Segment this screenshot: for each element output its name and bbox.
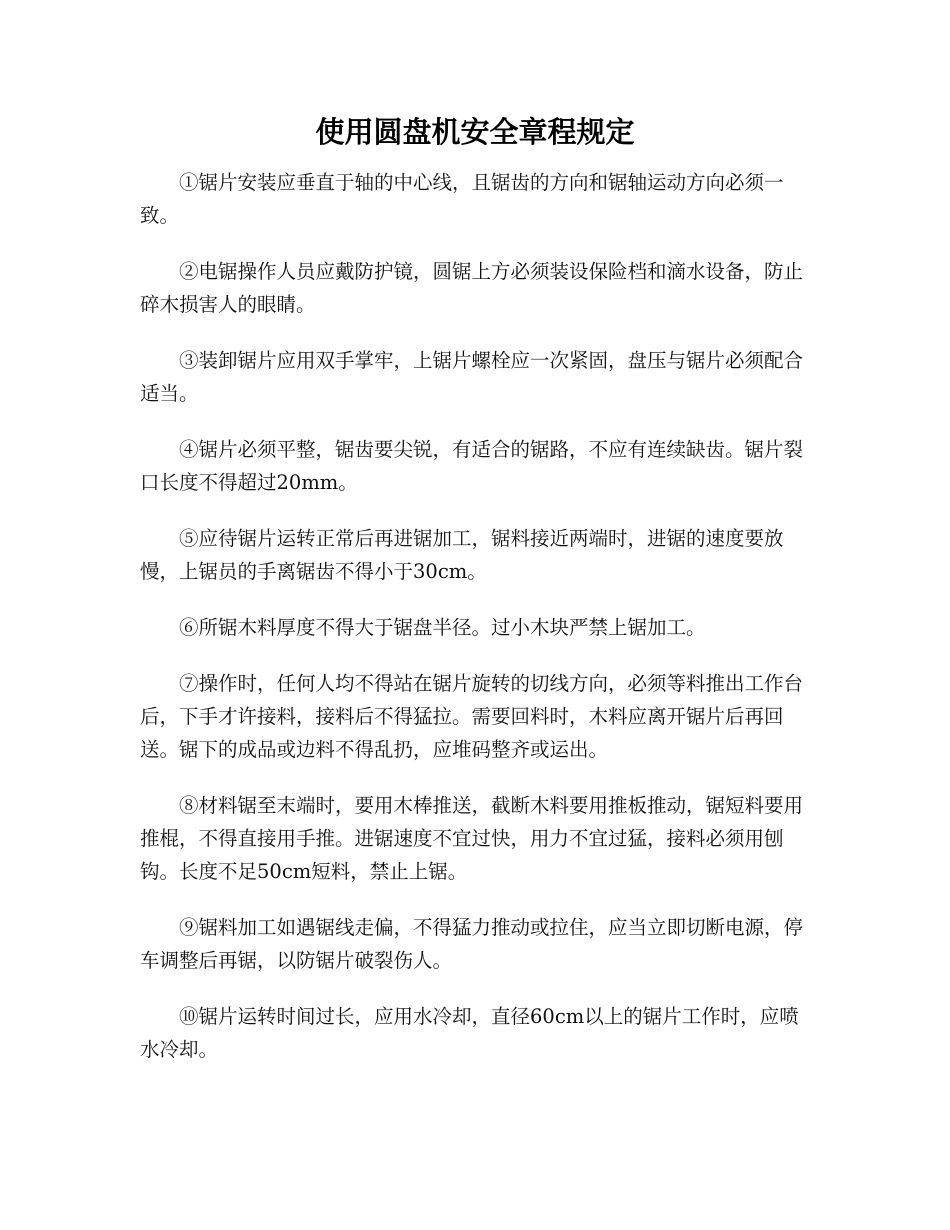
rule-paragraph-10: ⑩锯片运转时间过长，应用水冷却，直径60cm以上的锯片工作时，应喷水冷却。 [140,1005,799,1061]
rule-paragraph-4: ④锯片必须平整，锯齿要尖锐，有适合的锯路，不应有连续缺齿。锯片裂口长度不得超过20mm。 [140,438,804,494]
rule-paragraph-1: ①锯片安装应垂直于轴的中心线，且锯齿的方向和锯轴运动方向必须一致。 [140,171,784,227]
rule-paragraph-5: ⑤应待锯片运转正常后再进锯加工，锯料接近两端时，进锯的速度要放慢，上锯员的手离锯齿不得小于30cm。 [140,527,784,583]
rule-paragraph-3: ③装卸锯片应用双手掌牢，上锯片螺栓应一次紧固，盘压与锯片必须配合适当。 [140,349,804,405]
rule-paragraph-6: ⑥所锯木料厚度不得大于锯盘半径。过小木块严禁上锯加工。 [179,616,706,639]
rule-paragraph-8: ⑧材料锯至末端时，要用木棒推送，截断木料要用推板推动，锯短料要用推棍，不得直接用手推。进锯速度不宜过快，用力不宜过猛，接料必须用刨钩。长度不足50cm短料，禁止上锯。 [140,794,804,883]
rule-paragraph-7: ⑦操作时，任何人均不得站在锯片旋转的切线方向，必须等料推出工作台后，下手才许接料，接料后不得猛拉。需要回料时，木料应离开锯片后再回送。锯下的成品或边料不得乱扔，应堆码整齐或运出。 [140,672,804,761]
rule-paragraph-2: ②电锯操作人员应戴防护镜，圆锯上方必须装设保险档和滴水设备，防止碎木损害人的眼睛。 [140,260,804,316]
rule-paragraph-9: ⑨锯料加工如遇锯线走偏，不得猛力推动或拉住，应当立即切断电源，停车调整后再锯，以防锯片破裂伤人。 [140,916,804,972]
document-body [140,166,805,1089]
document-title: 使用圆盘机安全章程规定 [315,115,635,149]
